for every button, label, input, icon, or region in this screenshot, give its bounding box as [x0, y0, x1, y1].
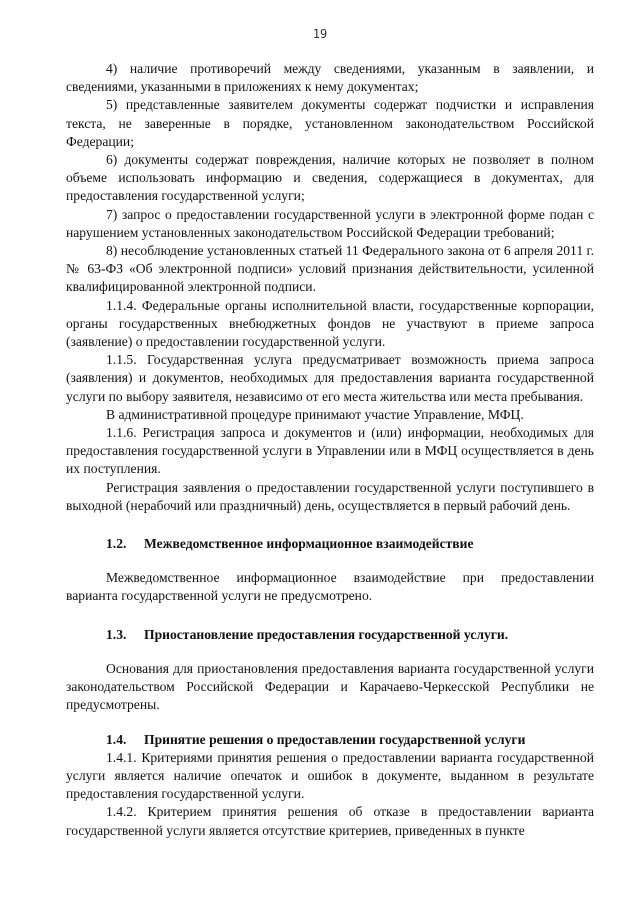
section-title: Принятие решения о предоставлении государственной услуги — [144, 731, 526, 747]
paragraph-section-1-3: Основания для приостановления предоставления варианта государственной услуги законодательством Российской Федерации и Карачаево-Черкесской Республики не предусмотрены. — [66, 660, 594, 713]
paragraph-1-1-4: 1.1.4. Федеральные органы исполнительной власти, государственные корпорации, органы государственных внебюджетных фондов не участвуют в приеме запроса (заявление) о предоставлении государственной услуги. — [66, 297, 594, 350]
paragraph-admin-participants: В административной процедуре принимают участие Управление, МФЦ. — [106, 406, 524, 422]
paragraph-item-5: 5) представленные заявителем документы содержат подчистки и исправления текста, не заверенные в порядке, установленном законодательством Российской Федерации; — [66, 97, 594, 149]
paragraph-1-4-1: 1.4.1. Критериями принятия решения о предоставлении варианта государственной услуги является наличие опечаток и ошибок в документе, выданном в результате предоставления государственной услуги. — [66, 749, 594, 802]
paragraph-1-1-5: 1.1.5. Государственная услуга предусматривает возможность приема запроса (заявления) и документов, необходимых для предоставления варианта государственной услуги по выбору заявителя, независимо от его места жительства или места пребывания. — [66, 352, 594, 404]
paragraph-registration-weekend: Регистрация заявления о предоставлении государственной услуги поступившего в выходной (нерабочий или праздничный) день, осуществляется в первый рабочий день. — [66, 479, 594, 513]
paragraph-item-8: 8) несоблюдение установленных статьей 11 Федерального закона от 6 апреля 2011 г. № 63-ФЗ «Об электронной подписи» условий признания действительности, усиленной квалифицированной электронной подписи. — [66, 243, 594, 295]
page-body — [66, 60, 594, 840]
paragraph-item-4: 4) наличие противоречий между сведениями, указанным в заявлении, и сведениями, указанными в приложениях к нему документах; — [66, 61, 594, 95]
page-number: 19 — [312, 27, 328, 41]
section-heading-1-3 — [66, 626, 594, 644]
section-number: 1.2. — [106, 536, 127, 552]
section-heading-1-2 — [66, 535, 594, 553]
section-title: Межведомственное информационное взаимодействие — [144, 536, 474, 552]
paragraph-item-7: 7) запрос о предоставлении государственной услуги в электронной форме подан с нарушением установленных законодательством Российской Федерации требований; — [66, 206, 594, 240]
section-number: 1.3. — [106, 626, 127, 642]
section-title: Приостановление предоставления государственной услуги. — [144, 626, 509, 642]
paragraph-section-1-2: Межведомственное информационное взаимодействие при предоставлении варианта государственной услуги не предусмотрено. — [66, 570, 594, 604]
paragraph-1-4-2: 1.4.2. Критерием принятия решения об отказе в предоставлении варианта государственной услуги является отсутствие критериев, приведенных в пункте — [66, 804, 594, 838]
paragraph-item-6: 6) документы содержат повреждения, наличие которых не позволяет в полном объеме использовать информацию и сведения, содержащиеся в документах, для предоставления государственной услуги; — [66, 152, 594, 204]
section-number: 1.4. — [106, 731, 127, 747]
paragraph-1-1-6: 1.1.6. Регистрация запроса и документов и (или) информации, необходимых для предоставления государственной услуги в Управлении или в МФЦ осуществляется в день их поступления. — [66, 425, 594, 477]
section-heading-1-4 — [66, 731, 594, 749]
